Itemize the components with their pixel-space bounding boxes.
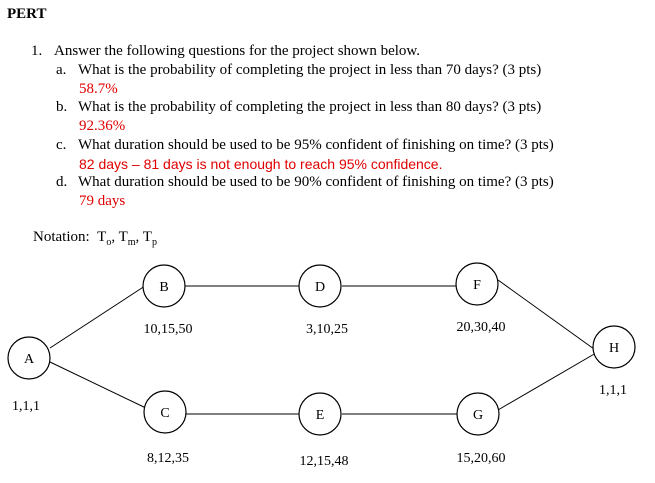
node-g bbox=[457, 393, 499, 435]
notation-pessimistic: $T_p$ bbox=[142, 229, 157, 248]
node-e-estimates: 12,15,48 bbox=[299, 454, 349, 469]
node-b-label: B bbox=[159, 280, 169, 295]
part-c-answer: 82 days – 81 days is not enough to reach 95% confidence. bbox=[79, 156, 443, 172]
node-c-estimates: 8,12,35 bbox=[147, 451, 189, 466]
node-f-estimates: 20,30,40 bbox=[456, 320, 506, 335]
node-a-estimates: 1,1,1 bbox=[12, 399, 40, 414]
part-b-letter: b. bbox=[56, 99, 68, 115]
part-b-answer: 92.36% bbox=[79, 118, 126, 134]
part-a-text: What is the probability of completing the project in less than 70 days? (3 pts) bbox=[78, 62, 542, 78]
notation-optimistic: $T_o$ bbox=[97, 229, 112, 248]
node-c bbox=[144, 391, 186, 433]
node-h-label: H bbox=[608, 341, 620, 356]
node-f-label: F bbox=[473, 278, 481, 293]
node-f bbox=[456, 263, 498, 305]
node-g-label: G bbox=[472, 408, 484, 423]
node-g-estimates: 15,20,60 bbox=[456, 451, 506, 466]
notation-label: Notation: bbox=[33, 229, 90, 245]
node-d-estimates: 3,10,25 bbox=[306, 322, 348, 337]
node-h bbox=[593, 326, 635, 368]
node-b bbox=[143, 265, 185, 307]
notation-line: Notation: $T_o$, $T_m$, $T_p$ bbox=[33, 229, 157, 248]
node-e bbox=[299, 393, 341, 435]
node-c-label: C bbox=[160, 406, 170, 421]
part-d-answer: 79 days bbox=[79, 193, 126, 209]
edge-g-h bbox=[498, 353, 596, 410]
part-a-letter: a. bbox=[56, 62, 67, 78]
part-d-text: What duration should be used to be 90% confident of finishing on time? (3 pts) bbox=[78, 174, 554, 190]
edge-f-h bbox=[498, 280, 594, 349]
part-b-text: What is the probability of completing the project in less than 80 days? (3 pts) bbox=[78, 99, 542, 115]
part-c-letter: c. bbox=[56, 137, 67, 153]
node-b-estimates: 10,15,50 bbox=[143, 322, 193, 337]
node-a bbox=[8, 337, 50, 379]
node-a-label: A bbox=[23, 352, 35, 367]
node-e-label: E bbox=[315, 408, 325, 423]
part-c-text: What duration should be used to be 95% confident of finishing on time? (3 pts) bbox=[78, 137, 554, 153]
question-text: Answer the following questions for the project shown below. bbox=[54, 43, 421, 59]
part-a-answer: 58.7% bbox=[79, 81, 118, 97]
node-d bbox=[299, 265, 341, 307]
node-h-estimates: 1,1,1 bbox=[599, 383, 627, 398]
edge-a-c bbox=[50, 362, 148, 409]
page-title: PERT bbox=[7, 6, 47, 22]
notation-most-likely: $T_m$ bbox=[118, 229, 136, 248]
edge-a-b bbox=[50, 284, 148, 348]
node-d-label: D bbox=[314, 280, 326, 295]
part-d-letter: d. bbox=[56, 174, 68, 190]
question-number: 1. bbox=[31, 43, 43, 59]
